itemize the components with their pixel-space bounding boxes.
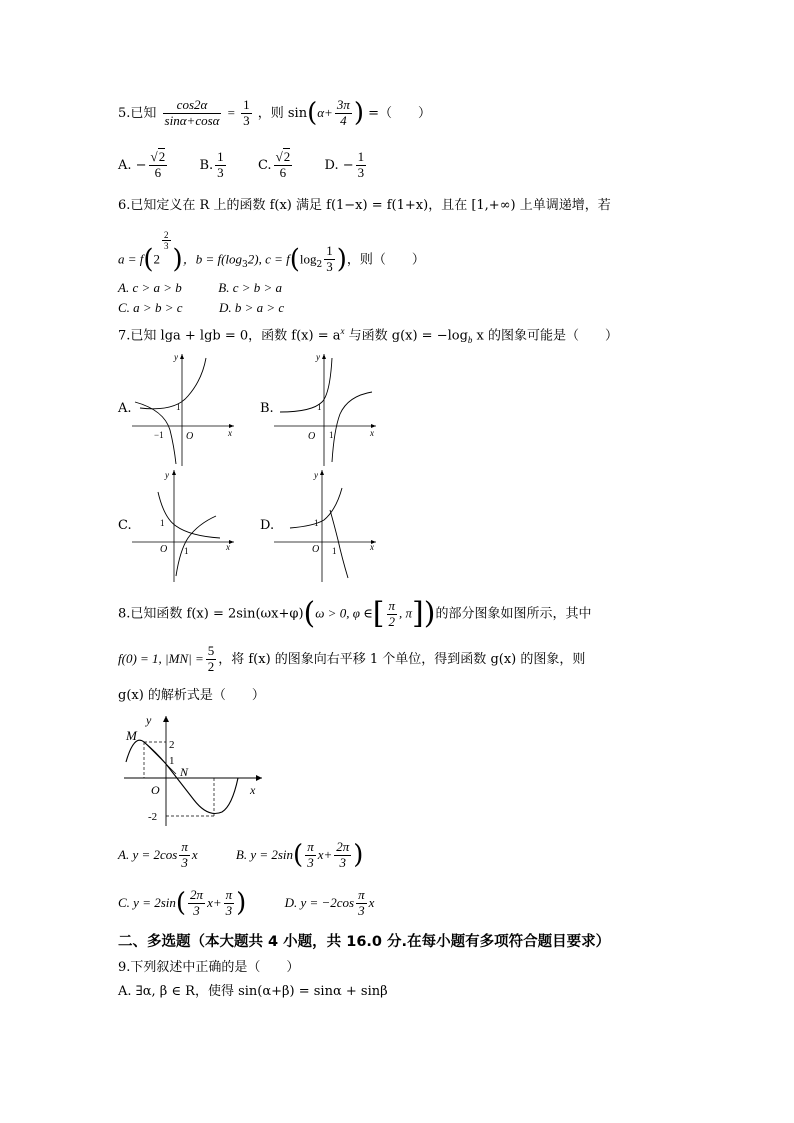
q7-graph-c [130,466,240,584]
q7-graph-b [272,350,382,468]
q8-stem: 8.已知函数 f(x) = 2sin(ωx+φ)(ω > 0, φ ∈[ $\frac{\pi}{2}$ , π])的部分图象如图所示，其中 [118,596,592,631]
q8-graph [118,712,268,830]
svg-text:1: 1 [169,755,175,767]
q6-option-a: A. c > a > b [118,280,182,295]
q8-options-row2 [118,888,374,919]
q5-option-d: D. − $\frac{1}{3}$ [324,149,365,180]
q7-label-b: B. [260,401,274,416]
svg-text:y: y [314,470,318,480]
svg-text:O: O [186,431,194,442]
q8-line2: f(0) = 1, |MN| = $\frac{5}{2}$ ，将 f(x) 的图象向右平移 1 个单位，得到函数 g(x) 的图象，则 [118,643,586,674]
svg-text:O: O [312,544,320,555]
q7-a-one: 1 [176,402,181,412]
svg-text:O: O [308,431,316,442]
svg-text:x: x [228,428,232,438]
svg-text:1: 1 [317,402,322,412]
svg-text:x: x [226,542,230,552]
q6-option-c: C. a > b > c [118,300,183,315]
svg-text:y: y [174,352,178,362]
q8-point-m: M [126,728,137,743]
q9-option-a: A. ∃α, β ∈ R，使得 sin(α+β) = sinα + sinβ [118,984,388,999]
q6-option-d: D. b > a > c [219,300,285,315]
q8-option-a: A. y = 2cos $\frac{\pi}{3}$ x [118,839,198,871]
q7-label-c: C. [118,518,132,533]
svg-text:1: 1 [314,518,319,528]
q5-stem: 5.已知 $\frac{\cos 2\alpha}{\sin\alpha+\cos\alpha}$ = $\frac{1}{3}$ ，则 sin(α+ $\frac{3\pi}{4}$ ) =（ ） [118,97,432,129]
svg-text:O: O [151,783,160,797]
q8-option-c: C. y = 2sin( $\frac{2\pi}{3}$ x+ $\frac{\pi}{3}$ ) [118,887,247,919]
q8-option-b: B. y = 2sin( $\frac{\pi}{3}$ x+ $\frac{2\pi}{3}$ ) [235,839,364,871]
svg-text:2: 2 [169,739,175,751]
q5-fraction: $\frac{\cos 2\alpha}{\sin\alpha+\cos\alpha}$ [164,97,220,129]
q5-option-a: A. − $\frac{√2}{6}$ [118,149,166,180]
section-heading: 二、多选题（本大题共 4 小题，共 16.0 分.在每小题有多项符合题目要求） [118,934,611,950]
q6-options-row2 [118,300,284,316]
q8-point-n: N [180,765,189,779]
q8-options-row1 [118,840,363,871]
svg-text:y: y [165,470,169,480]
q7-stem: 7.已知 lga + lgb = 0，函数 $f(x) = a^x$ 与函数 $g(x) = -\log_b$ x 的图象可能是（ ） [118,326,619,345]
q6-option-b: B. c > b > a [218,280,283,295]
q5-rhs-fraction: $\frac{1}{3}$ [243,97,250,129]
q5-options [118,150,368,181]
q7-label-a: A. [118,401,132,416]
svg-text:-2: -2 [148,811,158,823]
q7-label-d: D. [260,518,275,533]
svg-text:x: x [250,783,256,797]
svg-text:1: 1 [329,430,334,440]
svg-text:O: O [160,544,168,555]
q7-graph-d [272,466,382,584]
svg-text:1: 1 [332,546,337,556]
q6-options-row1 [118,280,282,296]
q5-option-c: C. $\frac{√2}{6}$ [257,149,291,180]
svg-text:x: x [370,542,374,552]
svg-text:x: x [370,428,374,438]
q7-graph-a [130,350,240,468]
q8-line3: g(x) 的解析式是（ ） [118,688,265,703]
svg-text:1: 1 [160,518,165,528]
q5-option-b: B. $\frac{1}{3}$ [199,149,224,180]
svg-text:y: y [316,352,320,362]
q8-option-d: D. y = −2cos $\frac{\pi}{3}$ x [284,887,375,919]
q6-definitions: a = f(2 $^{\frac{2}{3}}$ )，$b = f(\log_32)$, $c = f(\log_2$ $\frac{1}{3}$ )，则（ ） [118,230,425,275]
q9-stem: 9.下列叙述中正确的是（ ） [118,960,300,975]
q7-a-neg-one: −1 [154,430,164,440]
svg-text:1: 1 [184,546,189,556]
svg-text:y: y [146,713,152,727]
q5-angle-fraction: $\frac{3\pi}{4}$ [336,97,350,129]
q6-stem: 6.已知定义在 R 上的函数 f(x) 满足 f(1−x) = f(1+x)，且在 [1,+∞) 上单调递增，若 [118,198,611,213]
